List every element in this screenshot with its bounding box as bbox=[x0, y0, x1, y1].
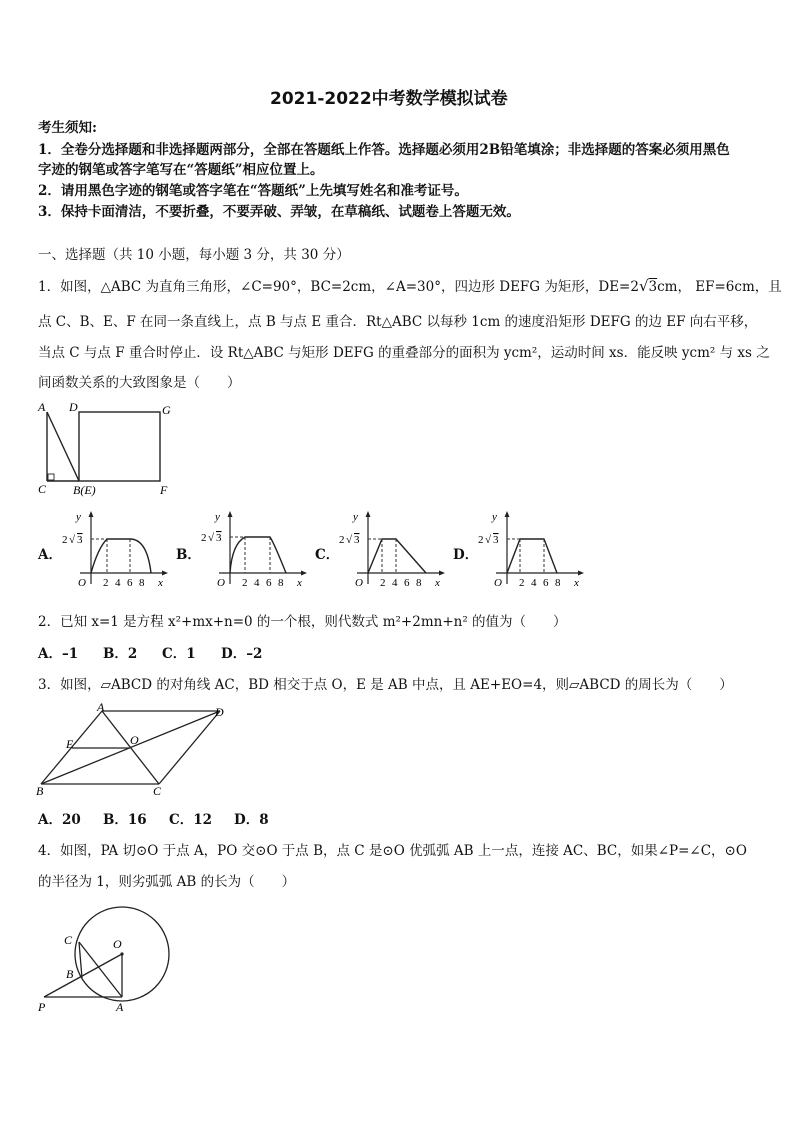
q3-label-c: C bbox=[153, 784, 162, 798]
q1-option-d[interactable]: D． bbox=[453, 547, 479, 563]
svg-text:y: y bbox=[76, 511, 81, 523]
svg-text:6: 6 bbox=[127, 577, 133, 589]
svg-text:4: 4 bbox=[531, 577, 537, 589]
svg-text:O: O bbox=[494, 577, 502, 589]
q1-sqrt-radicand: 3 bbox=[648, 279, 658, 295]
q3-label-e: E bbox=[66, 737, 74, 751]
q3-label-o: O bbox=[130, 733, 139, 747]
q2-option-b[interactable]: B．2 bbox=[103, 646, 138, 662]
svg-text:2: 2 bbox=[519, 577, 525, 589]
svg-text:2: 2 bbox=[242, 577, 248, 589]
q1-option-b[interactable]: B． bbox=[176, 547, 201, 563]
q3-option-a[interactable]: A．20 bbox=[38, 812, 81, 828]
svg-text:√: √ bbox=[346, 534, 353, 546]
svg-text:8: 8 bbox=[278, 577, 284, 589]
q1-line-2: 点 C、B、E、F 在同一条直线上，点 B 与点 E 重合．Rt△ABC 以每秒 1cm 的速度沿矩形 DEFG 的边 EF 向右平移， bbox=[38, 314, 758, 330]
q1-line-1: 1．如图，△ABC 为直角三角形，∠C=90°，BC=2cm，∠A=30°，四边形 DEFG 为矩形，DE=2√3cm， EF=6cm，且 bbox=[38, 277, 782, 295]
q1-graph-a[interactable] bbox=[58, 508, 170, 590]
svg-text:6: 6 bbox=[266, 577, 272, 589]
q1-line-3: 当点 C 与点 F 重合时停止．设 Rt△ABC 与矩形 DEFG 的重叠部分的面积为 ycm²，运动时间 xs．能反映 ycm² 与 xs 之 bbox=[38, 345, 770, 361]
svg-text:2: 2 bbox=[380, 577, 386, 589]
q1-label-f: F bbox=[160, 483, 168, 497]
svg-text:6: 6 bbox=[404, 577, 410, 589]
section-heading: 一、选择题（共 10 小题，每小题 3 分，共 30 分） bbox=[38, 247, 350, 263]
q1-graph-d[interactable] bbox=[474, 508, 586, 590]
svg-text:2: 2 bbox=[103, 577, 109, 589]
q2-stem: 2．已知 x=1 是方程 x²+mx+n=0 的一个根，则代数式 m²+2mn+n² 的值为（ ） bbox=[38, 614, 567, 630]
svg-text:3: 3 bbox=[77, 534, 83, 546]
svg-text:x: x bbox=[158, 577, 163, 589]
q1-label-g: G bbox=[162, 403, 171, 417]
svg-text:3: 3 bbox=[493, 534, 499, 546]
q4-label-o: O bbox=[113, 937, 122, 951]
q2-option-c[interactable]: C．1 bbox=[162, 646, 196, 662]
notice-item-2: 2．请用黑色字迹的钢笔或答字笔在“答题纸”上先填写姓名和准考证号。 bbox=[38, 183, 468, 199]
q1-label-d: D bbox=[69, 400, 78, 414]
svg-text:4: 4 bbox=[254, 577, 260, 589]
q1-line-4: 间函数关系的大致图象是（ ） bbox=[38, 375, 241, 391]
svg-text:2: 2 bbox=[339, 534, 345, 546]
svg-text:O: O bbox=[355, 577, 363, 589]
q2-option-d[interactable]: D．–2 bbox=[221, 646, 263, 662]
svg-text:4: 4 bbox=[392, 577, 398, 589]
svg-text:8: 8 bbox=[416, 577, 422, 589]
q4-figure bbox=[36, 900, 176, 1016]
svg-text:O: O bbox=[78, 577, 86, 589]
q4-line-1: 4．如图，PA 切⊙O 于点 A，PO 交⊙O 于点 B，点 C 是⊙O 优弧弧 AB 上一点，连接 AC、BC，如果∠P=∠C，⊙O bbox=[38, 843, 747, 859]
q3-label-a: A bbox=[97, 700, 105, 714]
q1-graph-c[interactable] bbox=[335, 508, 447, 590]
svg-text:x: x bbox=[297, 577, 302, 589]
svg-text:y: y bbox=[353, 511, 358, 523]
q1-side-ab bbox=[47, 412, 79, 481]
q4-label-b: B bbox=[66, 967, 74, 981]
svg-text:8: 8 bbox=[555, 577, 561, 589]
q1-rectangle-defg bbox=[79, 412, 160, 481]
q3-figure bbox=[36, 700, 232, 802]
notice-heading: 考生须知: bbox=[38, 120, 97, 136]
page-title: 2021-2022中考数学模拟试卷 bbox=[270, 89, 508, 109]
q4-segment-po bbox=[44, 954, 122, 997]
svg-text:4: 4 bbox=[115, 577, 121, 589]
q3-stem: 3．如图，▱ABCD 的对角线 AC，BD 相交于点 O，E 是 AB 中点，且 AE+EO=4，则▱ABCD 的周长为（ ） bbox=[38, 677, 733, 693]
svg-text:O: O bbox=[217, 577, 225, 589]
svg-text:y: y bbox=[215, 511, 220, 523]
svg-text:√: √ bbox=[485, 534, 492, 546]
svg-text:3: 3 bbox=[216, 532, 222, 544]
q1-right-angle-mark bbox=[48, 474, 54, 480]
q2-option-a[interactable]: A．–1 bbox=[38, 646, 79, 662]
q3-label-d: D bbox=[215, 705, 224, 719]
notice-item-3: 3．保持卡面清洁，不要折叠，不要弄破、弄皱，在草稿纸、试题卷上答题无效。 bbox=[38, 204, 520, 220]
q4-label-p: P bbox=[38, 1000, 46, 1014]
q1-graph-b[interactable] bbox=[197, 508, 309, 590]
svg-text:2: 2 bbox=[62, 534, 68, 546]
svg-text:√: √ bbox=[208, 532, 215, 544]
q3-label-b: B bbox=[36, 784, 44, 798]
q1-label-a: A bbox=[38, 400, 46, 414]
q1-label-c: C bbox=[38, 482, 47, 496]
q4-center-dot bbox=[120, 952, 123, 955]
svg-text:6: 6 bbox=[543, 577, 549, 589]
q3-option-b[interactable]: B．16 bbox=[103, 812, 147, 828]
q4-label-c: C bbox=[64, 933, 73, 947]
q3-option-c[interactable]: C．12 bbox=[169, 812, 213, 828]
q3-side-dc bbox=[159, 711, 220, 784]
svg-text:2: 2 bbox=[478, 534, 484, 546]
svg-text:y: y bbox=[492, 511, 497, 523]
q4-line-2: 的半径为 1，则劣弧弧 AB 的长为（ ） bbox=[38, 874, 296, 890]
notice-item-1: 1．全卷分选择题和非选择题两部分，全部在答题纸上作答。选择题必须用2B铅笔填涂；非选择题的答案必须用黑色 bbox=[38, 142, 730, 158]
svg-text:2: 2 bbox=[201, 532, 207, 544]
svg-text:√: √ bbox=[69, 534, 76, 546]
svg-text:x: x bbox=[574, 577, 579, 589]
q1-option-a[interactable]: A． bbox=[38, 547, 62, 563]
q3-option-d[interactable]: D．8 bbox=[234, 812, 269, 828]
q1-option-c[interactable]: C． bbox=[315, 547, 340, 563]
svg-text:3: 3 bbox=[354, 534, 360, 546]
q1-figure bbox=[36, 398, 181, 500]
notice-item-1-cont: 字迹的钢笔或答字笔写在“答题纸”相应位置上。 bbox=[38, 162, 324, 178]
q1-label-be: B(E) bbox=[73, 483, 96, 497]
q4-label-a: A bbox=[116, 1000, 124, 1014]
svg-text:8: 8 bbox=[139, 577, 145, 589]
svg-text:x: x bbox=[435, 577, 440, 589]
